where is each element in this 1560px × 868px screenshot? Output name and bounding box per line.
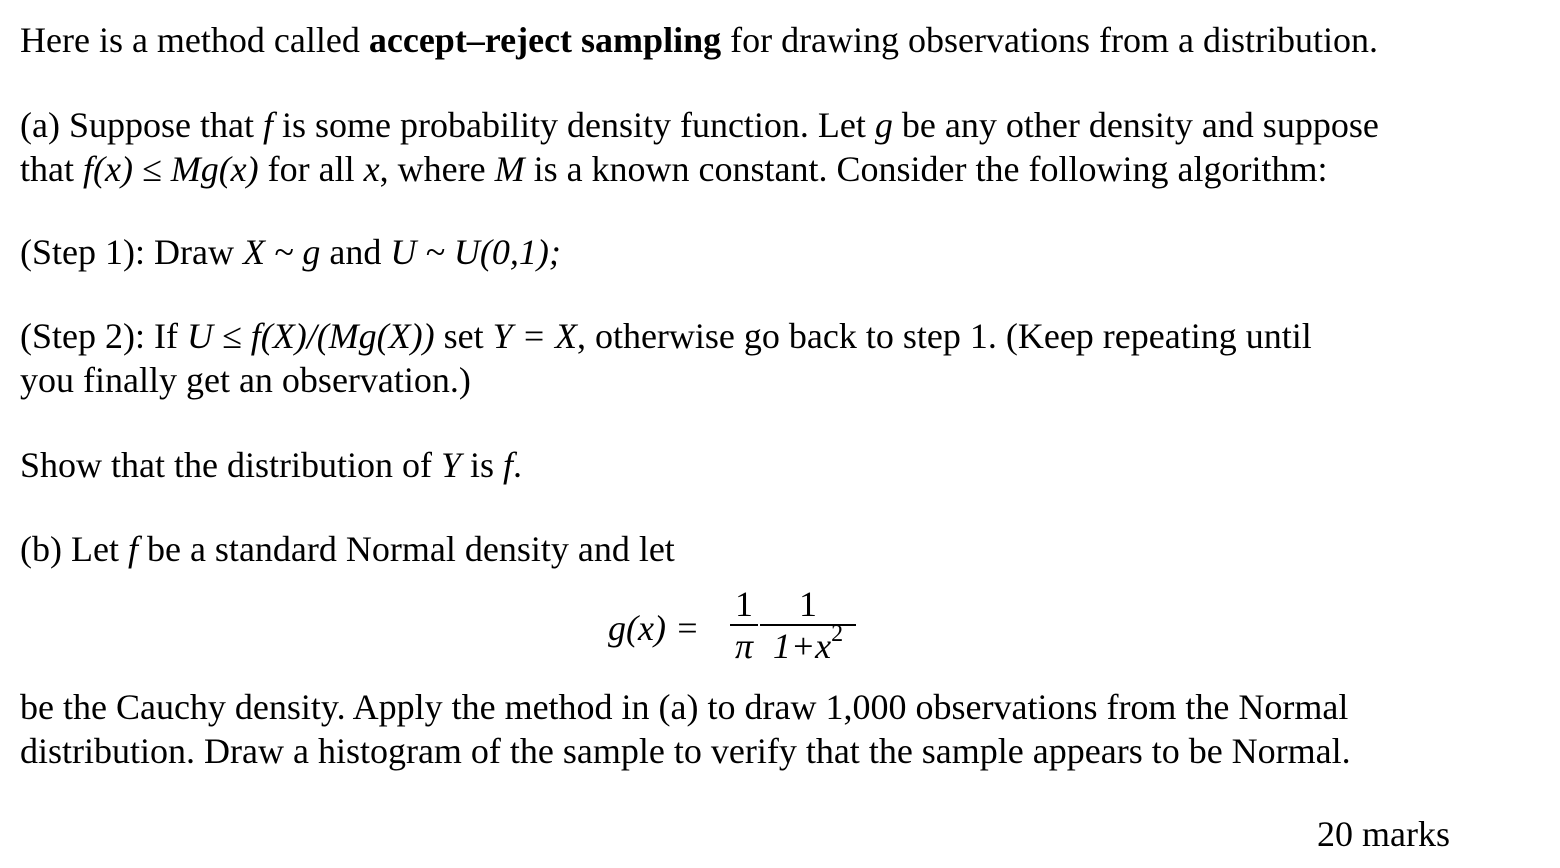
math-u-draw: U ~ U(0,1);: [390, 232, 561, 272]
intro-paragraph: [20, 18, 1460, 62]
part-a-text: for all: [258, 149, 364, 189]
step-1-line: [20, 230, 1460, 274]
math-f: f: [127, 529, 138, 569]
step-1-label: (Step 1):: [20, 232, 145, 272]
step-2-text: , otherwise go back to step 1. (Keep repeating until: [576, 316, 1312, 356]
part-a-text: that: [20, 149, 83, 189]
step-1-text: and: [320, 232, 391, 272]
fraction-one-over-pi: [730, 586, 758, 664]
fraction-numerator: 1: [799, 584, 817, 624]
method-name: accept–reject sampling: [368, 20, 722, 60]
math-f: f: [262, 105, 273, 145]
fraction-one-over-one-plus-x-squared: [760, 586, 856, 664]
denominator-base: 1+x: [772, 626, 832, 666]
show-text: Show that the distribution of: [20, 445, 441, 485]
math-assignment: Y = X: [492, 316, 577, 356]
part-a-line-2: [20, 147, 1460, 191]
show-line: [20, 443, 1460, 487]
step-1-text: Draw: [144, 232, 243, 272]
part-b-text: (b) Let: [20, 529, 128, 569]
math-x: x: [363, 149, 380, 189]
intro-text-after: for drawing observations from a distribution.: [721, 20, 1378, 60]
show-statement: [20, 443, 1460, 487]
part-a-text: be any other density and suppose: [892, 105, 1379, 145]
part-a-text: is a known constant. Consider the following algorithm:: [524, 149, 1328, 189]
marks-label: 20 marks: [1317, 814, 1450, 854]
part-a-text: , where: [379, 149, 495, 189]
math-x-draw: X ~ g: [242, 232, 321, 272]
math-condition: U ≤ f(X)/(Mg(X)): [186, 316, 435, 356]
math-Y: Y: [440, 445, 462, 485]
part-a-label: (a): [20, 105, 60, 145]
step-2-text: If: [144, 316, 187, 356]
part-b-line-3: distribution. Draw a histogram of the sample to verify that the sample appears to be Normal.: [20, 731, 1351, 771]
math-inequality: f(x) ≤ Mg(x): [82, 149, 259, 189]
part-a-text: Suppose that: [59, 105, 263, 145]
part-b-paragraph: [20, 685, 1460, 773]
cauchy-equation: [608, 586, 868, 670]
part-b-line-2: be the Cauchy density. Apply the method in (a) to draw 1,000 observations from the Normal: [20, 687, 1349, 727]
fraction-denominator: [760, 621, 856, 666]
part-b-intro: [20, 527, 1460, 571]
equation-lhs: g(x) =: [608, 608, 700, 648]
step-1: [20, 230, 1460, 274]
intro-line: [20, 18, 1460, 62]
step-2-text: set: [434, 316, 493, 356]
part-a-paragraph: [20, 103, 1460, 191]
fraction-numerator: 1: [735, 584, 753, 624]
step-2-line-2: you finally get an observation.): [20, 360, 471, 400]
fraction-denominator-pi: π: [734, 626, 754, 666]
part-a-text: is some probability density function. Let: [272, 105, 875, 145]
math-f: f: [503, 445, 514, 485]
part-b-line-1: [20, 527, 1460, 571]
intro-text-before: Here is a method called: [20, 20, 369, 60]
show-text: .: [513, 445, 523, 485]
part-a-line-1: [20, 103, 1460, 147]
denominator-exponent: 2: [831, 621, 844, 647]
math-g: g: [874, 105, 893, 145]
step-2-label: (Step 2):: [20, 316, 145, 356]
show-text: is: [461, 445, 504, 485]
step-2: [20, 314, 1460, 402]
math-M: M: [494, 149, 525, 189]
step-2-line-1: [20, 314, 1460, 358]
part-b-text: be a standard Normal density and let: [137, 529, 675, 569]
